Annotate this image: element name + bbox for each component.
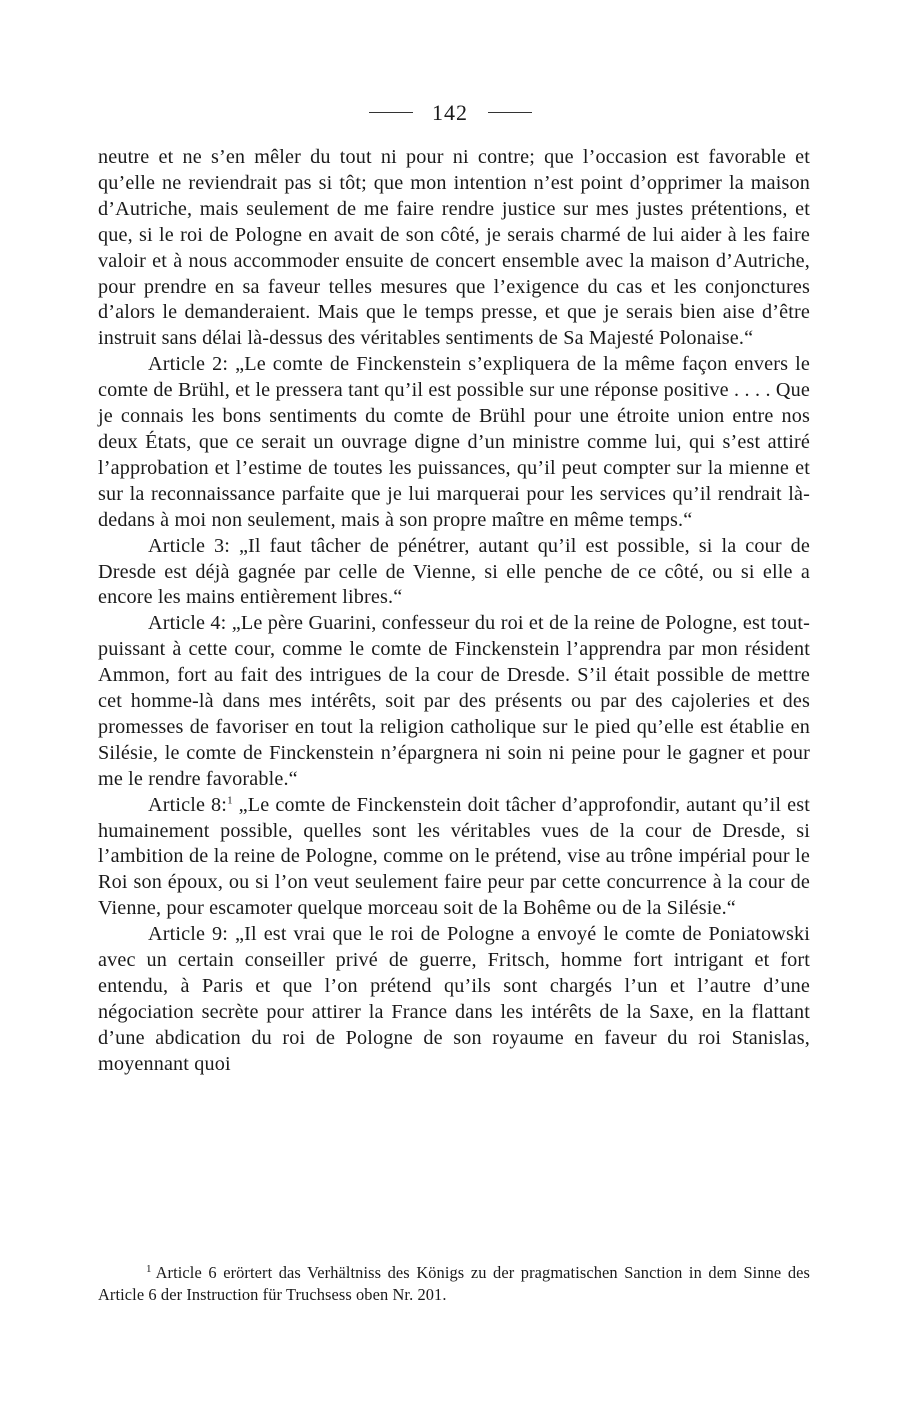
footnote-reference: 1	[227, 793, 233, 806]
paragraph-article-2: Article 2: „Le comte de Finckenstein s’expliquera de la même façon envers le comte de Brühl, et le pressera tant qu’il est possible sur une réponse positive . . . . Que je connais les bons sentiments du comte de Brühl pour une étroite union entre nos deux États, que ce serait un ouvrage digne d’un ministre comme lui, qui s’est attiré l’approbation et l’estime de toutes les puissances, qu’il peut compter sur la mienne et sur la reconnaissance parfaite que je lui marquerai pour les services qu’il rendrait là-dedans à moi non seulement, mais à son propre maître en même temps.“	[98, 353, 810, 531]
footnote-marker: 1	[146, 1262, 152, 1275]
paragraph-continuation: neutre et ne s’en mêler du tout ni pour ni contre; que l’occasion est favorable et qu’elle ne reviendrait pas si tôt; que mon intention n’est point d’opprimer la maison d’Autriche, mais seulement de me faire rendre justice sur mes justes prétentions, et que, si le roi de Pologne en avait de son côté, je serais charmé de lui aider à les faire valoir et à nous accommoder ensuite de concert ensemble avec la maison d’Autriche, pour prendre en sa faveur telles mesures que l’exigence du cas et les conjonctures d’alors le demanderaient. Mais que le temps presse, et que je serais bien aise d’être instruit sans délai là-dessus des véritables sentiments de Sa Majesté Polonaise.“	[98, 146, 810, 350]
paragraph-article-8	[98, 793, 810, 923]
footnote-text: Article 6 erörtert das Verhältniss des Königs zu der pragmatischen Sanction in dem Sinne des Article 6 der Instruction für Truchsess oben Nr. 201.	[98, 1263, 810, 1304]
paragraph-article-4: Article 4: „Le père Guarini, confesseur du roi et de la reine de Pologne, est tout-puissant à cette cour, comme le comte de Finckenstein l’apprendra par mon résident Ammon, fort au fait des intrigues de la cour de Dresde. S’il était possible de mettre cet homme-là dans mes intérêts, soit par des présents ou par des cajoleries et des promesses de favoriser en tout la religion catholique sur le pied qu’elle est établie en Silésie, le comte de Finckenstein n’épargnera ni soin ni peine pour le gagner et pour me le rendre favorable.“	[98, 612, 810, 790]
header-rule-left	[369, 112, 413, 113]
page-number: 142	[432, 99, 468, 125]
header-rule-right	[488, 112, 532, 113]
paragraph-article-9: Article 9: „Il est vrai que le roi de Pologne a envoyé le comte de Poniatowski avec un certain conseiller privé de guerre, Fritsch, homme fort intrigant et fort entendu, à Paris et que l’on prétend qu’ils sont chargés l’un et l’autre d’une négociation secrète pour attirer la France dans les intérêts de la Saxe, en la flattant d’une abdication du roi de Pologne de son royaume en faveur du roi Stanislas, moyennant quoi	[98, 923, 810, 1075]
paragraph-article-3: Article 3: „Il faut tâcher de pénétrer, autant qu’il est possible, si la cour de Dresde est déjà gagnée par celle de Vienne, si elle penche de ce côté, ou si elle a encore les mains entièrement libres.“	[98, 534, 810, 609]
article-8-label: Article 8:	[148, 793, 228, 816]
page-header	[0, 98, 900, 126]
footnote	[98, 1262, 810, 1306]
footnote-paragraph	[98, 1262, 810, 1306]
main-text	[98, 145, 810, 1078]
article-8-text: „Le comte de Finckenstein doit tâcher d’approfondir, autant qu’il est humainement possible, quelles sont les véritables vues de la cour de Dresde, si l’ambition de la reine de Pologne, comme on le prétend, vise au trône impérial pour le Roi son époux, ou si l’on veut seulement faire peur par cette concurrence à la cour de Vienne, pour escamoter quelque morceau soit de la Bohême ou de la Silésie.“	[98, 793, 810, 920]
